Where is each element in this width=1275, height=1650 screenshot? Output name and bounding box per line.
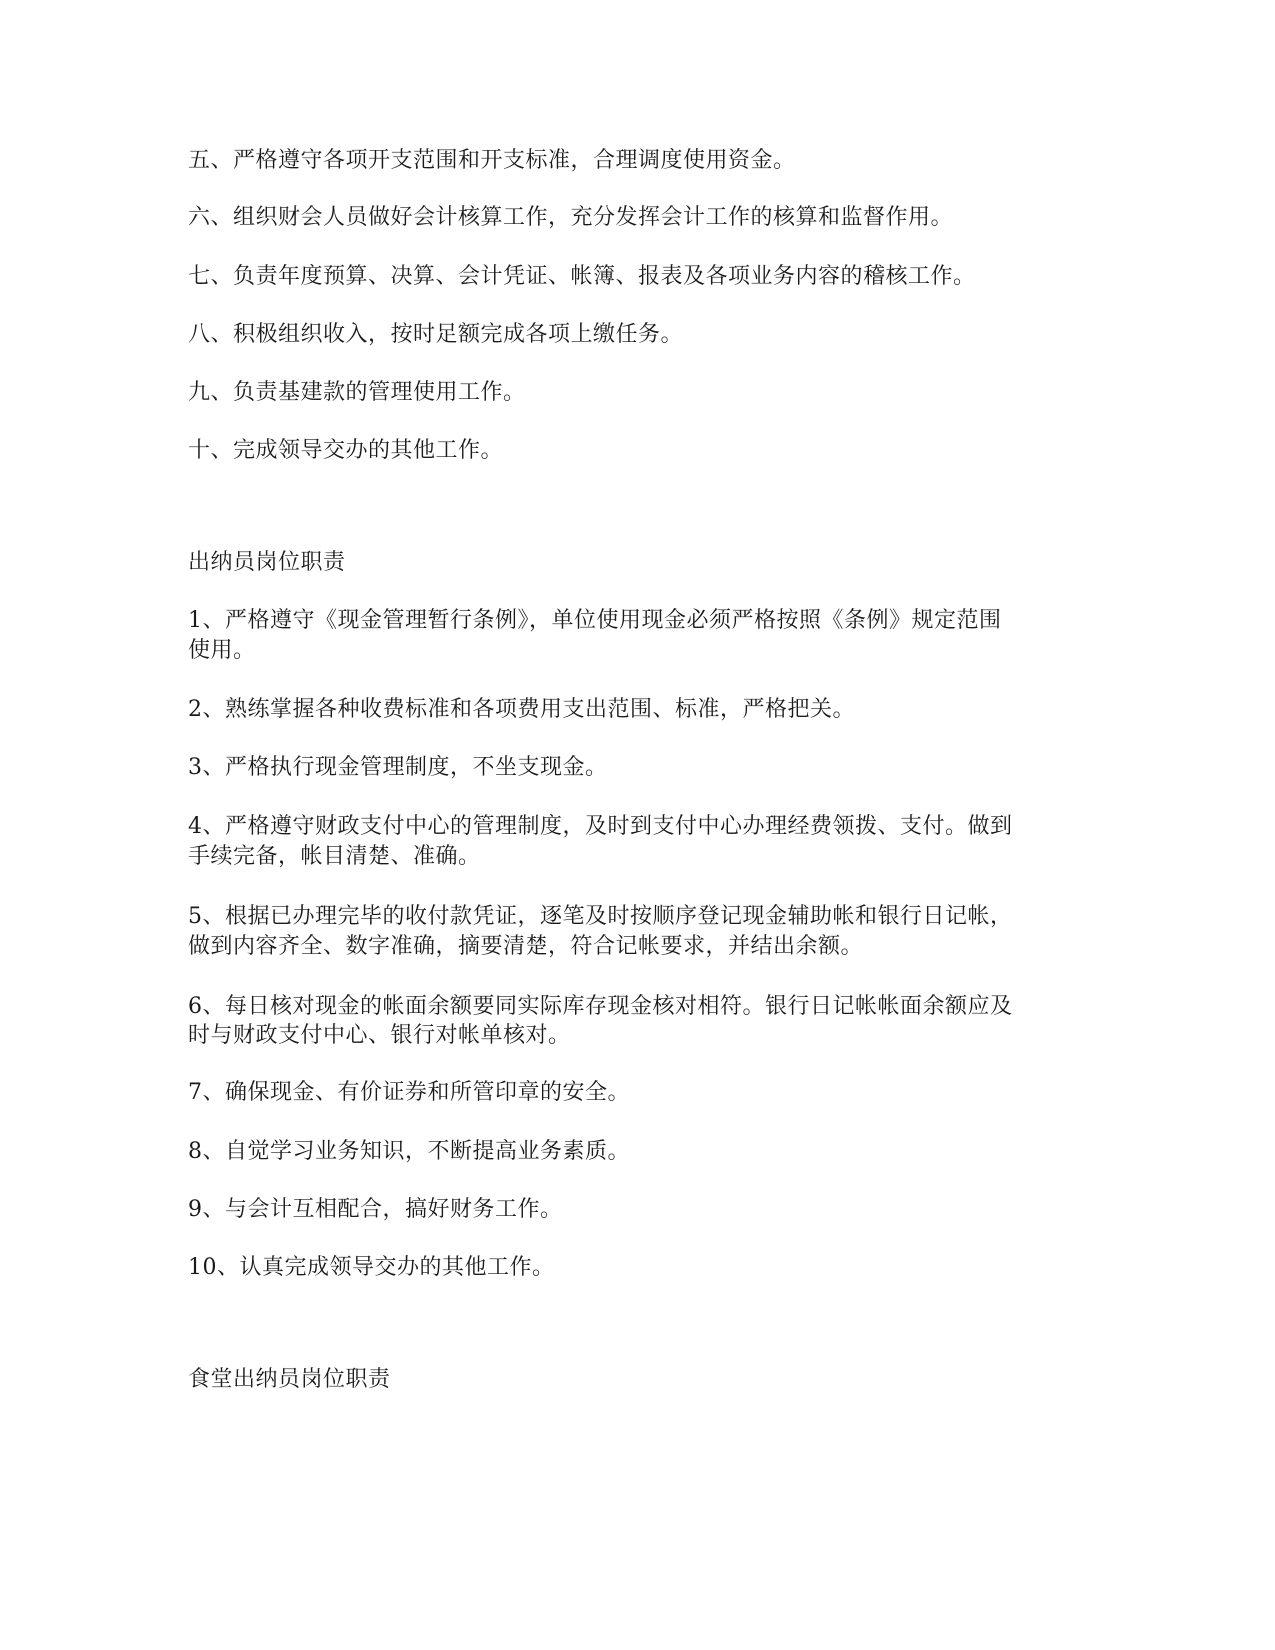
duty-item-8: 八、积极组织收入，按时足额完成各项上缴任务。: [188, 322, 684, 347]
duty-item-5: 五、严格遵守各项开支范围和开支标准，合理调度使用资金。: [188, 148, 796, 173]
duty-item-6: 六、组织财会人员做好会计核算工作，充分发挥会计工作的核算和监督作用。: [188, 205, 954, 230]
cashier-item-5-line-1: 5、根据已办理完毕的收付款凭证，逐笔及时按顺序登记现金辅助帐和银行日记帐，: [188, 904, 1013, 929]
cashier-item-4-line-2: 手续完备，帐目清楚、准确。: [188, 844, 481, 869]
cashier-item-5-line-2: 做到内容齐全、数字准确，摘要清楚，符合记帐要求，并结出余额。: [188, 934, 864, 959]
duty-item-7: 七、负责年度预算、决算、会计凭证、帐簿、报表及各项业务内容的稽核工作。: [188, 264, 976, 289]
duty-item-9: 九、负责基建款的管理使用工作。: [188, 380, 526, 405]
cashier-item-3: 3、严格执行现金管理制度，不坐支现金。: [188, 755, 608, 780]
cashier-item-1-line-2: 使用。: [188, 638, 256, 663]
section-heading-cashier: 出纳员岗位职责: [188, 550, 346, 575]
cashier-item-9: 9、与会计互相配合，搞好财务工作。: [188, 1197, 563, 1222]
cashier-item-7: 7、确保现金、有价证券和所管印章的安全。: [188, 1080, 630, 1105]
cashier-item-10: 10、认真完成领导交办的其他工作。: [188, 1255, 555, 1280]
cashier-item-4-line-1: 4、严格遵守财政支付中心的管理制度，及时到支付中心办理经费领拨、支付。做到: [188, 814, 1013, 839]
cashier-item-2: 2、熟练掌握各种收费标准和各项费用支出范围、标准，严格把关。: [188, 697, 855, 722]
duty-item-10: 十、完成领导交办的其他工作。: [188, 438, 504, 463]
cashier-item-6-line-2: 时与财政支付中心、银行对帐单核对。: [188, 1023, 571, 1048]
cashier-item-8: 8、自觉学习业务知识，不断提高业务素质。: [188, 1139, 630, 1164]
cashier-item-1-line-1: 1、严格遵守《现金管理暂行条例》，单位使用现金必须严格按照《条例》规定范围: [188, 608, 1002, 633]
cashier-item-6-line-1: 6、每日核对现金的帐面余额要同实际库存现金核对相符。银行日记帐帐面余额应及: [188, 994, 1013, 1019]
section-heading-canteen-cashier: 食堂出纳员岗位职责: [188, 1367, 391, 1392]
